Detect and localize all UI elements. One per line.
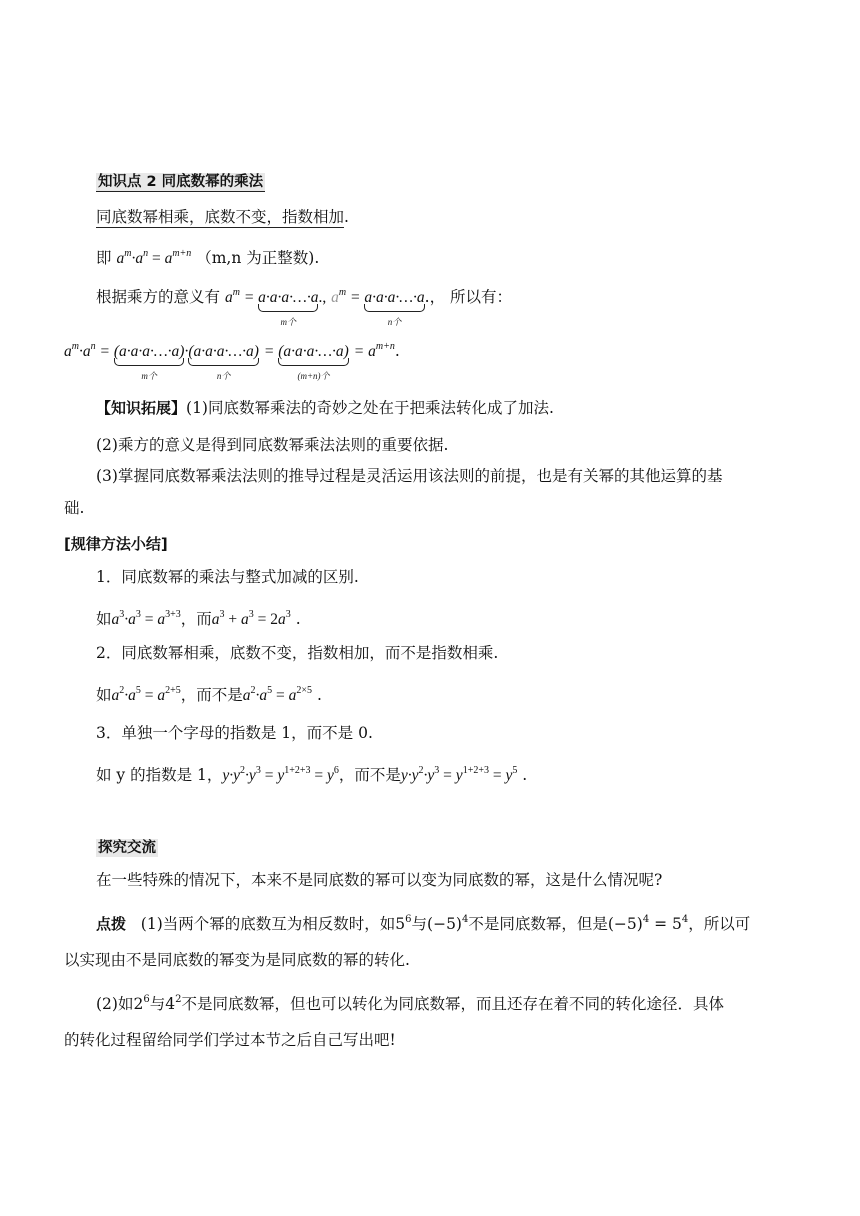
brace-n-factors: a·a·a·…·a n个 [364,289,425,327]
section-heading [96,170,265,193]
knowledge-extension-label: 【知识拓展】 [96,399,187,417]
knowledge-point-2-title: 知识点 2 同底数幂的乘法 [98,174,264,190]
hint-line-2: (2)如$2^6$与$4^2$不是同底数幂，但也可以转化为同底数幂，而且还存在着不同的转化途径．具体 [96,994,724,1013]
ext-line-3: (3)掌握同底数幂乘法法则的推导过程是灵活运用该法则的前提，也是有关幂的其他运算的基 [96,467,723,485]
rule-line: 同底数幂相乘，底数不变，指数相加. [96,208,349,226]
summary-example-1: 如$a^3\cdot a^3 = a^{3+3}$，而$a^3 + a^3 = 2a^3$ . [96,609,301,628]
formula-line: 即 $a^m\cdot a^n = a^{m+n}$ （m,n 为正整数). [96,248,320,267]
ext-line-2: (2)乘方的意义是得到同底数幂乘法法则的重要依据. [96,436,449,454]
summary-item-2: 2．同底数幂相乘，底数不变，指数相加，而不是指数相乘. [96,644,499,662]
meaning-line: 根据乘方的意义有 $a^m$ = a·a·a·…·a m个 ., $a^m$ = a·a·a·…·a n个 .， 所以有： [96,287,513,327]
derivation-line: $a^m\cdot a^n$ = (a·a·a·…·a) m个 ·(a·a·a·…·a) n个 = (a·a·a·…·a) (m+n)个 = $a^{m+n}$. [64,341,400,381]
hint-label: 点拨 [96,915,127,933]
formula-note: （m,n 为正整数). [196,249,320,267]
summary-heading: [规律方法小结] [64,535,168,553]
explore-heading-line [96,836,158,859]
hint-line-1: 点拨 (1)当两个幂的底数互为相反数时，如$5^6$与$(-5)^4$不是同底数幂，但是$(-5)^4 = 5^4$，所以可 [96,914,751,933]
hint-line-2-cont: 的转化过程留给同学们学过本节之后自己写出吧! [64,1031,396,1049]
summary-item-1: 1．同底数幂的乘法与整式加减的区别. [96,568,359,586]
brace-group-n: (a·a·a·…·a) n个 [188,343,259,381]
summary-item-3: 3．单独一个字母的指数是 1，而不是 0. [96,724,373,742]
ext-line-1: 【知识拓展】(1)同底数幂乘法的奇妙之处在于把乘法转化成了加法. [96,399,554,417]
rule-text: 同底数幂相乘，底数不变，指数相加 [96,208,345,226]
brace-group-mn: (a·a·a·…·a) (m+n)个 [278,343,349,381]
explore-question: 在一些特殊的情况下，本来不是同底数的幂可以变为同底数的幂，这是什么情况呢? [96,871,663,889]
summary-example-2: 如$a^2\cdot a^5 = a^{2+5}$，而不是$a^2\cdot a^5 = a^{2\times 5}$ . [96,685,322,704]
summary-example-3: 如 y 的指数是 1，$y\cdot y^2\cdot y^3 = y^{1+2+3} = y^6$，而不是$y\cdot y^2\cdot y^3 = y^{1+2+3} = y^5$ . [96,765,528,784]
ext-line-3-cont: 础. [64,499,85,517]
brace-m-factors: a·a·a·…·a m个 [258,289,319,327]
brace-group-m: (a·a·a·…·a) m个 [113,343,185,381]
hint-line-1-cont: 以实现由不是同底数的幂变为是同底数的幂的转化. [64,951,410,969]
explore-heading: 探究交流 [98,840,156,856]
product-formula: $a^m\cdot a^n = a^{m+n}$ [116,248,192,267]
